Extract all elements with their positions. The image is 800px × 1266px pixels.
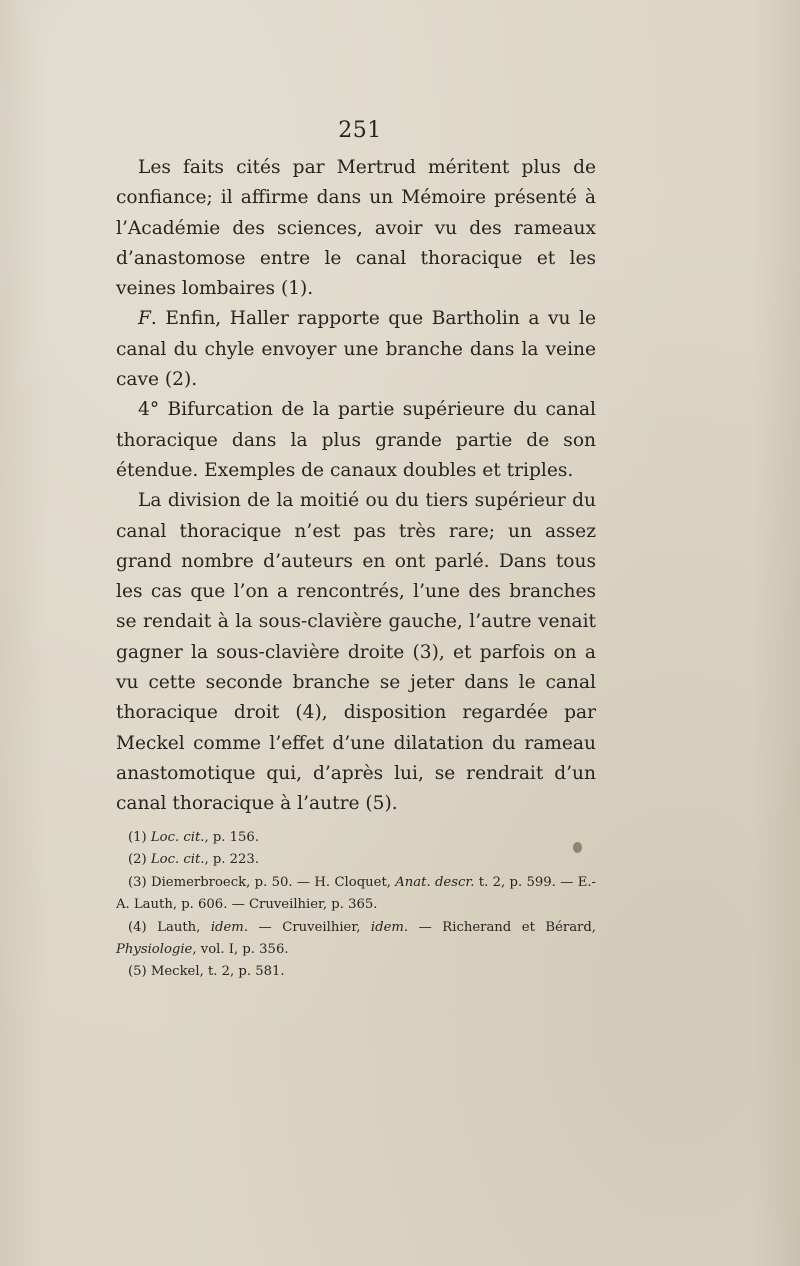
italic-text: idem <box>370 919 404 935</box>
paragraph <box>116 304 596 395</box>
text-run: (5) Meckel, t. 2, p. 581. <box>128 964 285 980</box>
text-run: (3) Diemerbroeck, p. 50. — H. Cloquet, <box>128 874 396 890</box>
text-run: t. 2, p. 599. — E.-A. Lauth, p. 606. — Cruveilhier, p. 365. <box>116 874 596 913</box>
text-run: , p. 156. <box>204 830 260 845</box>
body-text <box>116 153 596 820</box>
italic-text: Loc. cit. <box>150 830 205 845</box>
page-number: 251 <box>338 118 382 143</box>
text-run: La division de la moitié ou du tiers supérieur du canal thoracique n’est pas très rare; un assez grand nombre d’auteurs en ont parlé. Dans tous les cas que l’on a rencontrés, l’une des branches se rendait à la sous-clavière gauche, l’autre venait gagner la sous-clavière droite (3), et parfois on a vu cette seconde branche se jeter dans le canal thoracique droit (4), disposition regardée par Meckel comme l’effet d’une dilatation du rameau anastomotique qui, d’après lui, se rendrait d’un canal thoracique à l’autre (5). <box>116 490 596 815</box>
text-run: 4° Bifurcation de la partie supérieure du canal thoracique dans la plus grande partie de son étendue. Exemples de canaux doubles et triples. <box>116 399 596 481</box>
ink-spot <box>573 842 582 853</box>
text-run: (1) <box>128 830 151 845</box>
italic-text: Anat. descr. <box>395 874 475 890</box>
italic-text: Physiologie <box>116 942 193 958</box>
italic-text: Loc. cit. <box>150 852 205 868</box>
text-run: . — Richerand et Bérard, <box>403 919 596 935</box>
italic-text: F <box>138 308 151 330</box>
text-run: . — Cruveilhier, <box>243 919 371 935</box>
text-run: , vol. I, p. 356. <box>192 942 289 958</box>
footnotes <box>116 827 596 984</box>
text-run: (2) <box>128 852 151 868</box>
paragraph <box>116 486 596 819</box>
paragraph <box>116 153 596 304</box>
text-run: , p. 223. <box>204 852 260 868</box>
footnote <box>116 872 596 917</box>
italic-text: idem <box>210 919 244 935</box>
footnote <box>116 961 596 983</box>
footnote <box>116 917 596 962</box>
footnote <box>116 827 596 849</box>
paragraph <box>116 395 596 486</box>
text-run: Les faits cités par Mertrud méritent plus de confiance; il affirme dans un Mémoire présenté à l’Académie des sciences, avoir vu des rameaux d’anastomose entre le canal thoracique et les veines lombaires (1). <box>116 157 596 300</box>
text-run: (4) Lauth, <box>128 919 211 935</box>
footnote <box>116 849 596 871</box>
text-run: . Enfin, Haller rapporte que Bartholin a vu le canal du chyle envoyer une branche dans la veine cave (2). <box>116 308 596 391</box>
